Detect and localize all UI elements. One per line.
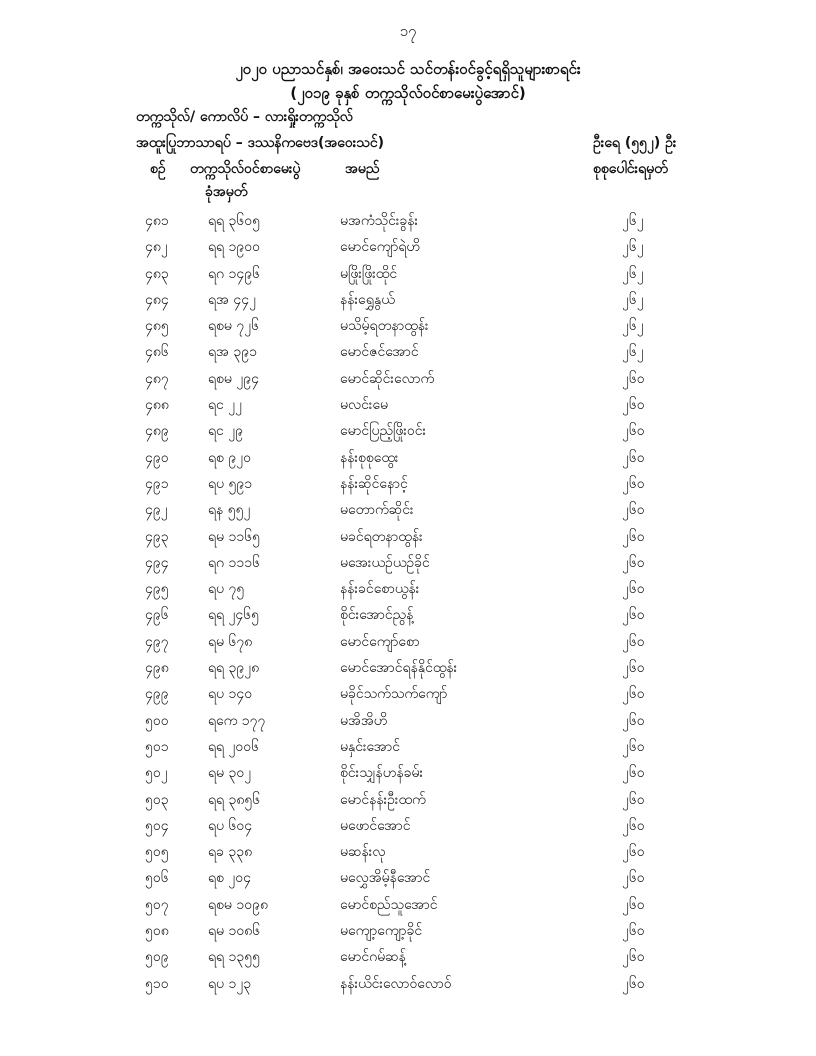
row-number: ၄၉၀ xyxy=(145,449,169,466)
roll-number: ရရ ၁၉၀၀ xyxy=(208,239,261,256)
student-name: မတောက်ဆိုင်း xyxy=(340,502,414,519)
table-row xyxy=(0,840,816,866)
table-row xyxy=(0,919,816,945)
total-marks: ၂၆၀ xyxy=(622,607,645,624)
roll-number: ရစမ ၂၉၄ xyxy=(208,370,259,387)
row-number: ၄၈၈ xyxy=(145,397,169,414)
student-name: မဖြိုးဖြိုးထိုင် xyxy=(340,265,398,282)
student-name: မောင်စည်သူအောင် xyxy=(340,896,438,913)
student-name: နန်းစုစုထွေး xyxy=(340,449,399,466)
row-number: ၅၀၉ xyxy=(145,949,169,966)
row-number: ၄၉၅ xyxy=(145,581,169,598)
roll-number: ရမ ၆၇၈ xyxy=(208,633,253,650)
roll-number: ရစ ၉၂၀ xyxy=(208,449,251,466)
page-number: ၁၇ xyxy=(399,22,417,40)
row-number: ၄၉၂ xyxy=(145,502,168,519)
student-name: မအကံသိုင်းခွန်း xyxy=(340,213,419,229)
roll-number: ရစ ၂၀၄ xyxy=(208,870,251,887)
row-number: ၄၉၆ xyxy=(145,607,169,624)
row-number: ၄၉၄ xyxy=(145,554,169,571)
row-number: ၅၀၇ xyxy=(145,896,169,913)
results-table xyxy=(0,209,816,998)
row-number: ၅၀၄ xyxy=(145,817,169,834)
roll-number: ရပ ၁၂၃ xyxy=(208,975,252,992)
student-name: နန်းယိင်းလောဝ်လောဝ် xyxy=(340,975,452,992)
table-row xyxy=(0,419,816,445)
roll-number: ရအ ၄၄၂ xyxy=(208,291,256,308)
total-marks: ၂၆၀ xyxy=(622,528,645,545)
student-name: မအေးယဉ်ယဉ်ခိုင် xyxy=(340,554,430,571)
column-header-no: စဉ် xyxy=(150,161,166,177)
student-name: စိုင်းသျှန်ဟန်ခမ်း xyxy=(340,765,424,782)
roll-number: ရပ ၁၄၀ xyxy=(208,686,253,703)
student-name: မောင်ကျော်စော xyxy=(340,633,420,650)
student-name: မဆန်းလု xyxy=(340,844,386,861)
roll-number: ရန ၅၅၂ xyxy=(208,502,251,519)
total-marks: ၂၆၀ xyxy=(622,423,645,440)
total-marks: ၂၆၀ xyxy=(622,581,645,598)
row-number: ၅၀၀ xyxy=(145,712,169,729)
total-count-label: ဦးရေ (၅၅၂) ဦး xyxy=(593,135,677,151)
roll-number: ရရ ၁၃၅၅ xyxy=(208,949,261,966)
row-number: ၄၈၄ xyxy=(145,291,169,308)
page-subtitle: (၂၀၁၉ ခုနှစ် တက္ကသိုလ်ဝင်စာမေးပွဲအောင်) xyxy=(290,84,526,102)
roll-number: ရရ ၂၀၀၆ xyxy=(208,738,260,755)
student-name: မောင်ဂမ်ဆန့် xyxy=(340,949,406,966)
table-row xyxy=(0,893,816,919)
roll-number: ရဂ ၁၄၉၆ xyxy=(208,265,260,282)
student-name: နန်းခင်စောယွန်း xyxy=(340,581,420,598)
row-number: ၄၈၉ xyxy=(145,423,169,440)
student-name: မဖောင်အောင် xyxy=(340,817,411,834)
table-row xyxy=(0,761,816,787)
roll-number: ရရ ၂၄၆၅ xyxy=(208,607,260,624)
table-row xyxy=(0,866,816,892)
total-marks: ၂၆၀ xyxy=(622,370,645,387)
row-number: ၄၈၇ xyxy=(145,370,169,387)
roll-number: ရစမ ၇၂၆ xyxy=(208,318,259,335)
row-number: ၄၉၉ xyxy=(145,686,169,703)
total-marks: ၂၆၀ xyxy=(622,738,645,755)
row-number: ၄၉၇ xyxy=(145,633,169,650)
table-row xyxy=(0,551,816,577)
roll-number: ရရ ၃၉၂၈ xyxy=(208,660,260,677)
row-number: ၅၀၂ xyxy=(145,765,168,782)
student-name: မောင်အောင်ရန်နိုင်ထွန်း xyxy=(340,660,458,677)
total-marks: ၂၆၂ xyxy=(622,318,644,335)
total-marks: ၂၆၀ xyxy=(622,817,645,834)
table-row xyxy=(0,498,816,524)
roll-number: ရပ ၇၅ xyxy=(208,581,245,598)
row-number: ၄၉၁ xyxy=(145,475,169,492)
row-number: ၅၀၃ xyxy=(145,791,169,808)
column-header-roll-line2: ခုံအမှတ် xyxy=(205,184,248,200)
table-row xyxy=(0,656,816,682)
row-number: ၄၈၂ xyxy=(145,239,168,256)
total-marks: ၂၆၂ xyxy=(622,291,644,308)
student-name: မအိအိဟိ xyxy=(340,712,388,729)
table-row xyxy=(0,814,816,840)
row-number: ၅၀၈ xyxy=(145,923,169,940)
table-row xyxy=(0,472,816,498)
row-number: ၅၀၅ xyxy=(145,844,169,861)
student-name: မောင်ကျော်ရဲဟိ xyxy=(340,239,421,256)
total-marks: ၂၆၀ xyxy=(622,449,645,466)
roll-number: ရဂ ၁၁၁၆ xyxy=(208,554,260,571)
total-marks: ၂၆၂ xyxy=(622,265,644,282)
roll-number: ရင ၂၉ xyxy=(208,423,244,440)
roll-number: ရကေ ၁၇၇ xyxy=(208,712,266,729)
table-row xyxy=(0,709,816,735)
student-name: မောင်ဆိုင်းလောက် xyxy=(340,370,435,387)
campus-label: တက္ကသိုလ်/ ကောလိပ် – လားရှိုးတက္ကသိုလ် xyxy=(136,109,353,125)
table-row xyxy=(0,262,816,288)
student-name: မောင်နန်းဦးထက် xyxy=(340,791,426,808)
table-row xyxy=(0,577,816,603)
total-marks: ၂၆၀ xyxy=(622,844,645,861)
page-title: ၂၀၂၀ ပညာသင်နှစ်၊ အဝေးသင် သင်တန်းဝင်ခွင့်ရရှိသူများစာရင်း xyxy=(235,60,581,78)
column-header-roll: တက္ကသိုလ်ဝင်စာမေးပွဲ xyxy=(190,161,301,177)
total-marks: ၂၆၀ xyxy=(622,660,645,677)
table-row xyxy=(0,314,816,340)
table-row xyxy=(0,446,816,472)
total-marks: ၂၆၀ xyxy=(622,633,645,650)
row-number: ၄၉၃ xyxy=(145,528,169,545)
row-number: ၄၈၁ xyxy=(145,213,169,229)
column-header-marks: စုစုပေါင်းရမှတ် xyxy=(593,161,668,177)
student-name: မလွှေအိမ့်နီအောင် xyxy=(340,870,431,887)
total-marks: ၂၆၀ xyxy=(622,554,645,571)
row-number: ၅၀၆ xyxy=(145,870,169,887)
student-name: စိုင်းအောင်ညွန့် xyxy=(340,607,414,624)
student-name: မခိုင်သက်သက်ကျော် xyxy=(340,686,448,703)
total-marks: ၂၆၀ xyxy=(622,923,645,940)
total-marks: ၂၆၀ xyxy=(622,502,645,519)
total-marks: ၂၆၀ xyxy=(622,712,645,729)
roll-number: ရရ ၃၈၅၆ xyxy=(208,791,261,808)
total-marks: ၂၆၀ xyxy=(622,397,645,414)
table-row xyxy=(0,235,816,261)
table-row xyxy=(0,288,816,314)
roll-number: ရပ ၅၉၁ xyxy=(208,475,253,492)
roll-number: ရပ ၆၀၄ xyxy=(208,817,253,834)
table-row xyxy=(0,735,816,761)
table-row xyxy=(0,603,816,629)
total-marks: ၂၆၂ xyxy=(622,213,644,229)
student-name: မနှင်းအောင် xyxy=(340,738,400,755)
roll-number: ရမ ၁၀၈၆ xyxy=(208,923,261,940)
student-name: မလင်းမေ xyxy=(340,397,389,414)
roll-number: ရအ ၃၉၁ xyxy=(208,344,257,361)
total-marks: ၂၆၀ xyxy=(622,949,645,966)
table-row xyxy=(0,945,816,971)
roll-number: ရခ ၃၃၈ xyxy=(208,844,253,861)
row-number: ၄၈၆ xyxy=(145,344,169,361)
total-marks: ၂၆၀ xyxy=(622,791,645,808)
total-marks: ၂၆၂ xyxy=(622,344,644,361)
row-number: ၅၀၁ xyxy=(145,738,169,755)
table-row xyxy=(0,525,816,551)
roll-number: ရရ ၃၆၀၅ xyxy=(208,213,261,229)
table-row xyxy=(0,393,816,419)
roll-number: ရမ ၁၁၆၅ xyxy=(208,528,260,545)
student-name: မောင်ဇင်အောင် xyxy=(340,344,419,361)
student-name: မောင်ပြည့်ဖြိုးဝင်း xyxy=(340,423,427,440)
total-marks: ၂၆၂ xyxy=(622,239,644,256)
total-marks: ၂၆၀ xyxy=(622,870,645,887)
student-name: မသိမ့်ရတနာထွန်း xyxy=(340,318,429,335)
student-name: နန်းဆိုင်နောင့် xyxy=(340,475,408,492)
total-marks: ၂၆၀ xyxy=(622,896,645,913)
roll-number: ရင ၂၂ xyxy=(208,397,243,414)
table-row xyxy=(0,340,816,366)
row-number: ၄၉၈ xyxy=(145,660,169,677)
student-name: မကျော့ကျော့ခိုင် xyxy=(340,923,423,940)
table-row xyxy=(0,972,816,998)
table-row xyxy=(0,630,816,656)
row-number: ၅၁၀ xyxy=(145,975,169,992)
total-marks: ၂၆၀ xyxy=(622,686,645,703)
student-name: နန်းရွှေနွယ် xyxy=(340,291,395,308)
roll-number: ရစမ ၁၀၉၈ xyxy=(208,896,268,913)
table-row xyxy=(0,209,816,235)
total-marks: ၂၆၀ xyxy=(622,975,645,992)
subject-label: အထူးပြုဘာသာရပ် – ဒဿနိကဗေဒ(အဝေးသင်) xyxy=(136,135,384,151)
row-number: ၄၈၅ xyxy=(145,318,169,335)
table-row xyxy=(0,682,816,708)
row-number: ၄၈၃ xyxy=(145,265,169,282)
table-row xyxy=(0,367,816,393)
table-row xyxy=(0,788,816,814)
column-header-name: အမည် xyxy=(345,161,380,177)
roll-number: ရမ ၃၀၂ xyxy=(208,765,252,782)
total-marks: ၂၆၀ xyxy=(622,475,645,492)
student-name: မခင်ရတနာထွန်း xyxy=(340,528,423,545)
total-marks: ၂၆၀ xyxy=(622,765,645,782)
